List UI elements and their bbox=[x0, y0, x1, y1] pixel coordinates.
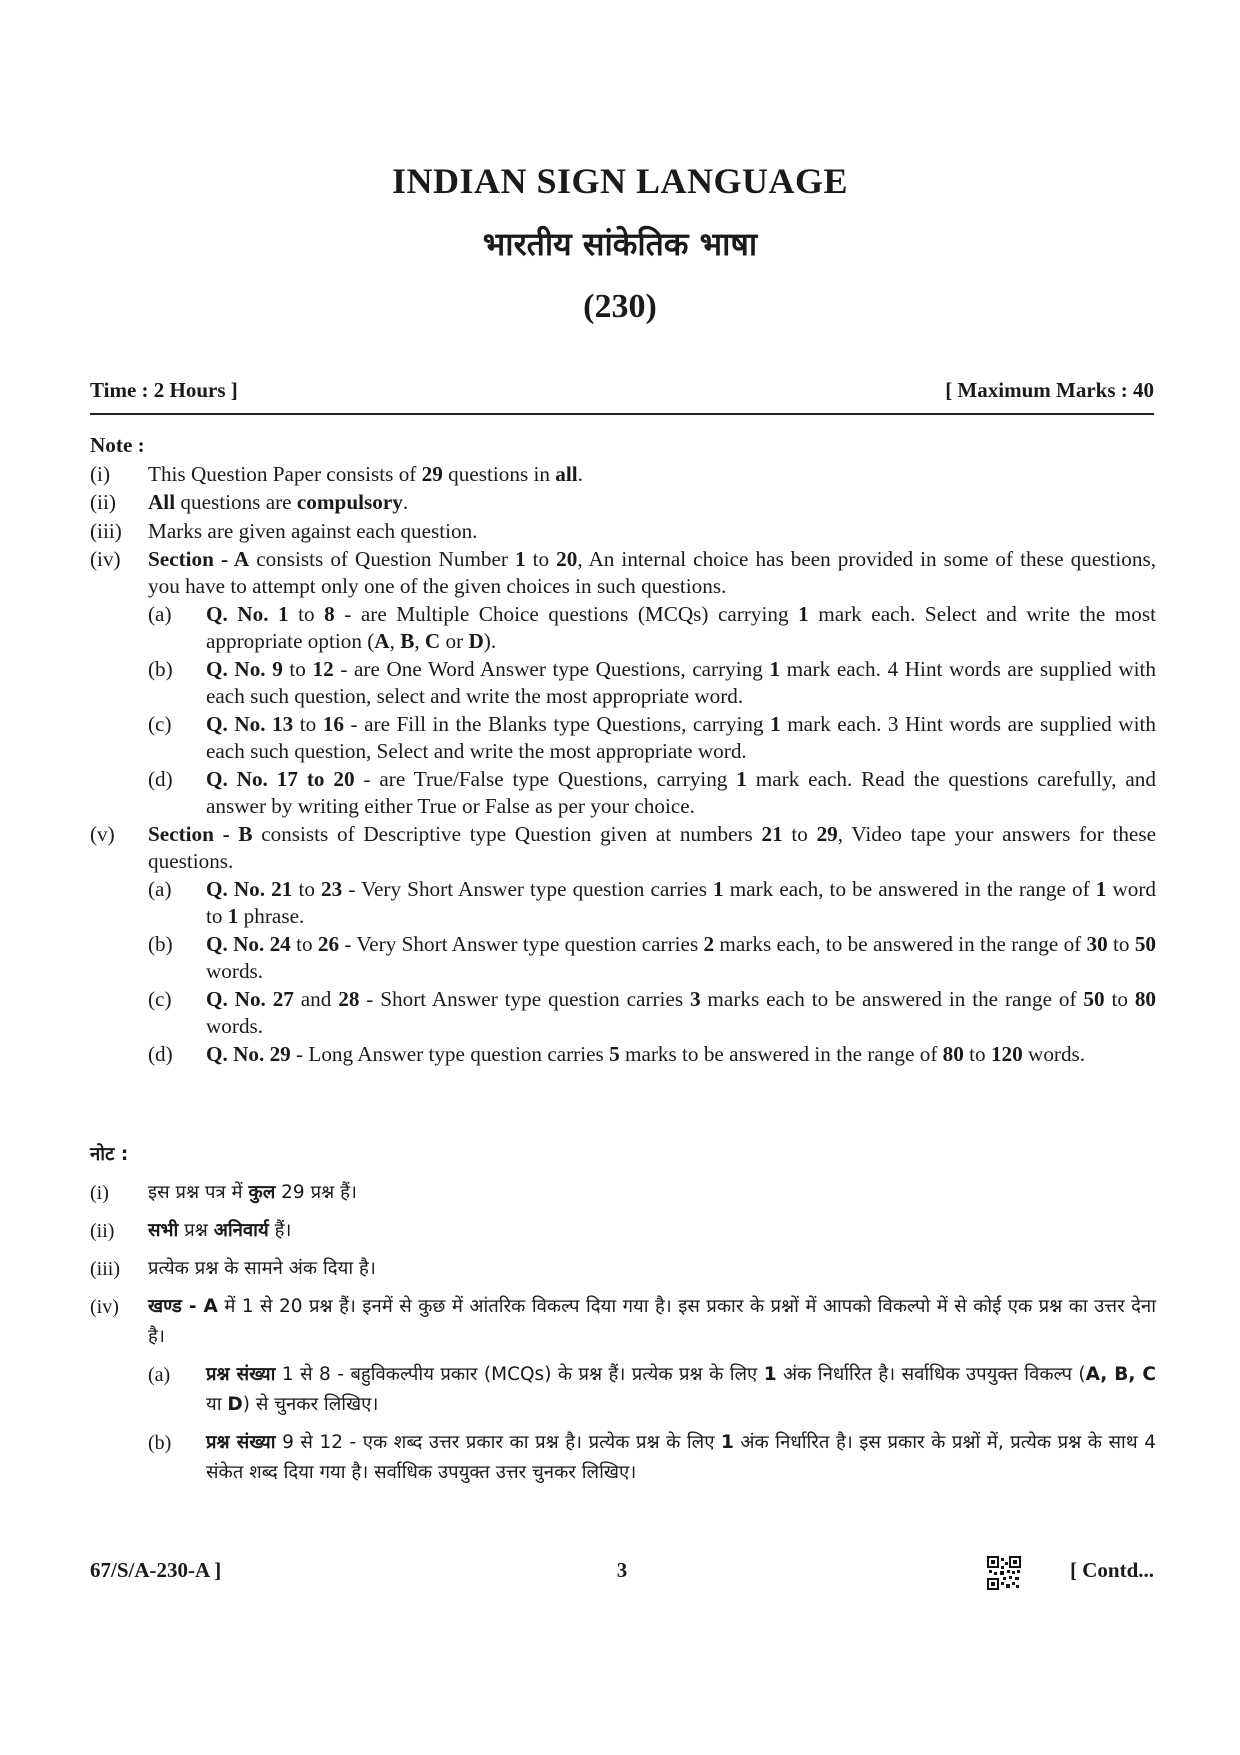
page-number: 3 bbox=[616, 1558, 628, 1582]
item-text: Marks are given against each question. bbox=[148, 518, 478, 543]
paper-title-hindi: भारतीय सांकेतिक भाषा bbox=[482, 225, 758, 263]
note-subitem bbox=[148, 1041, 1156, 1068]
subitem-text: Q. No. 27 and 28 - Short Answer type question carries 3 marks each to be answered in the range of 50 to 80 words. bbox=[206, 987, 1157, 1038]
page-footer bbox=[90, 1556, 1154, 1596]
header-divider bbox=[90, 413, 1154, 415]
note-subitem bbox=[148, 711, 1156, 764]
hindi-note-item bbox=[90, 1292, 1156, 1352]
paper-code: (230) bbox=[583, 288, 657, 325]
max-marks-label: [ Maximum Marks : 40 bbox=[945, 378, 1154, 402]
note-subitem bbox=[148, 931, 1156, 984]
paper-code-footer: 67/S/A-230-A ] bbox=[90, 1558, 222, 1582]
subitem-text: Q. No. 9 to 12 - are One Word Answer type Questions, carrying 1 mark each. 4 Hint words are supplied with each such question, select and write the most appropriate word. bbox=[206, 657, 1156, 708]
subitem-number: (c) bbox=[148, 712, 172, 736]
hindi-note-item bbox=[90, 1254, 1156, 1284]
note-item bbox=[90, 489, 1156, 516]
item-number: (i) bbox=[90, 1182, 109, 1204]
note-heading-hindi: नोट : bbox=[90, 1144, 129, 1165]
item-number: (iv) bbox=[90, 547, 121, 571]
item-text: Section - A consists of Question Number 1 to 20, An internal choice has been provided in some of these questions, you have to attempt only one of the given choices in such questions. bbox=[148, 547, 1156, 598]
subitem-text: Q. No. 29 - Long Answer type question carries 5 marks to be answered in the range of 80 to 120 words. bbox=[206, 1042, 1086, 1066]
meta-row bbox=[90, 378, 1154, 403]
note-subitem bbox=[148, 766, 1156, 819]
subitem-number: (b) bbox=[148, 657, 173, 681]
item-text: सभी प्रश्न अनिवार्य हैं। bbox=[148, 1220, 292, 1241]
notes-hindi bbox=[90, 1140, 1156, 1496]
subitem-number: (a) bbox=[148, 877, 172, 901]
subitem-text: प्रश्न संख्या 1 से 8 - बहुविकल्पीय प्रकार (MCQs) के प्रश्न हैं। प्रत्येक प्रश्न के लिए 1 अंक निर्धारित है। सर्वाधिक उपयुक्त विकल्प (A, B, C या D) से चुनकर लिखिए। bbox=[206, 1364, 1156, 1415]
subitem-number: (b) bbox=[148, 1432, 172, 1454]
hindi-note-item bbox=[90, 1178, 1156, 1208]
item-text: खण्ड - A में 1 से 20 प्रश्न हैं। इनमें से कुछ में आंतरिक विकल्प दिया गया है। इस प्रकार के प्रश्नों में आपको विकल्पो में से कोई एक प्रश्न का उत्तर देना है। bbox=[148, 1296, 1156, 1347]
note-subitem bbox=[148, 601, 1156, 654]
continued-label: [ Contd... bbox=[1069, 1558, 1154, 1582]
subitem-number: (d) bbox=[148, 767, 173, 791]
subitem-text: Q. No. 21 to 23 - Very Short Answer type question carries 1 mark each, to be answered in the range of 1 word to 1 phrase. bbox=[206, 877, 1157, 928]
hindi-note-item bbox=[90, 1216, 1156, 1246]
time-label: Time : 2 Hours ] bbox=[90, 378, 238, 402]
hindi-note-subitem bbox=[148, 1428, 1156, 1488]
subitem-number: (a) bbox=[148, 1364, 171, 1386]
note-subitem bbox=[148, 986, 1156, 1039]
subitem-number: (c) bbox=[148, 987, 172, 1011]
item-number: (iii) bbox=[90, 1258, 120, 1280]
hindi-note-subitem bbox=[148, 1360, 1156, 1420]
subitem-text: Q. No. 13 to 16 - are Fill in the Blanks type Questions, carrying 1 mark each. 3 Hint words are supplied with each such question, Select and write the most appropriate word. bbox=[206, 712, 1156, 763]
qr-code-icon bbox=[987, 1556, 1021, 1590]
note-heading: Note : bbox=[90, 433, 145, 457]
item-number: (iv) bbox=[90, 1296, 119, 1318]
item-text: All questions are compulsory. bbox=[148, 490, 409, 514]
subitem-number: (d) bbox=[148, 1042, 173, 1066]
item-number: (ii) bbox=[90, 490, 116, 514]
note-item bbox=[90, 821, 1156, 874]
note-subitem bbox=[148, 656, 1156, 709]
subitem-number: (b) bbox=[148, 932, 173, 956]
subitem-text: Q. No. 17 to 20 - are True/False type Questions, carrying 1 mark each. Read the questions carefully, and answer by writing either True or False as per your choice. bbox=[206, 767, 1156, 818]
item-number: (iii) bbox=[90, 518, 122, 543]
item-number: (i) bbox=[90, 461, 110, 486]
item-text: प्रत्येक प्रश्न के सामने अंक दिया है। bbox=[148, 1258, 376, 1279]
note-item bbox=[90, 518, 1156, 545]
note-item bbox=[90, 546, 1156, 599]
item-text: Section - B consists of Descriptive type Question given at numbers 21 to 29, Video tape your answers for these questions. bbox=[148, 822, 1156, 873]
item-text: इस प्रश्न पत्र में कुल 29 प्रश्न हैं। bbox=[148, 1182, 357, 1203]
subitem-text: Q. No. 1 to 8 - are Multiple Choice questions (MCQs) carrying 1 mark each. Select and write the most appropriate option (A, B, C or D). bbox=[206, 602, 1157, 653]
item-number: (ii) bbox=[90, 1220, 115, 1242]
item-number: (v) bbox=[90, 822, 115, 846]
notes-english bbox=[90, 432, 1156, 1070]
subitem-number: (a) bbox=[148, 602, 172, 626]
note-subitem bbox=[148, 876, 1156, 929]
subitem-text: Q. No. 24 to 26 - Very Short Answer type question carries 2 marks each, to be answered in the range of 30 to 50 words. bbox=[206, 932, 1157, 983]
item-text: This Question Paper consists of 29 questions in all. bbox=[148, 461, 583, 486]
paper-title-english: INDIAN SIGN LANGUAGE bbox=[391, 161, 849, 201]
subitem-text: प्रश्न संख्या 9 से 12 - एक शब्द उत्तर प्रकार का प्रश्न है। प्रत्येक प्रश्न के लिए 1 अंक निर्धारित है। इस प्रकार के प्रश्नों में, प्रत्येक प्रश्न के साथ 4 संकेत शब्द दिया गया है। सर्वाधिक उपयुक्त उत्तर चुनकर लिखिए। bbox=[206, 1432, 1156, 1483]
note-item bbox=[90, 461, 1156, 488]
